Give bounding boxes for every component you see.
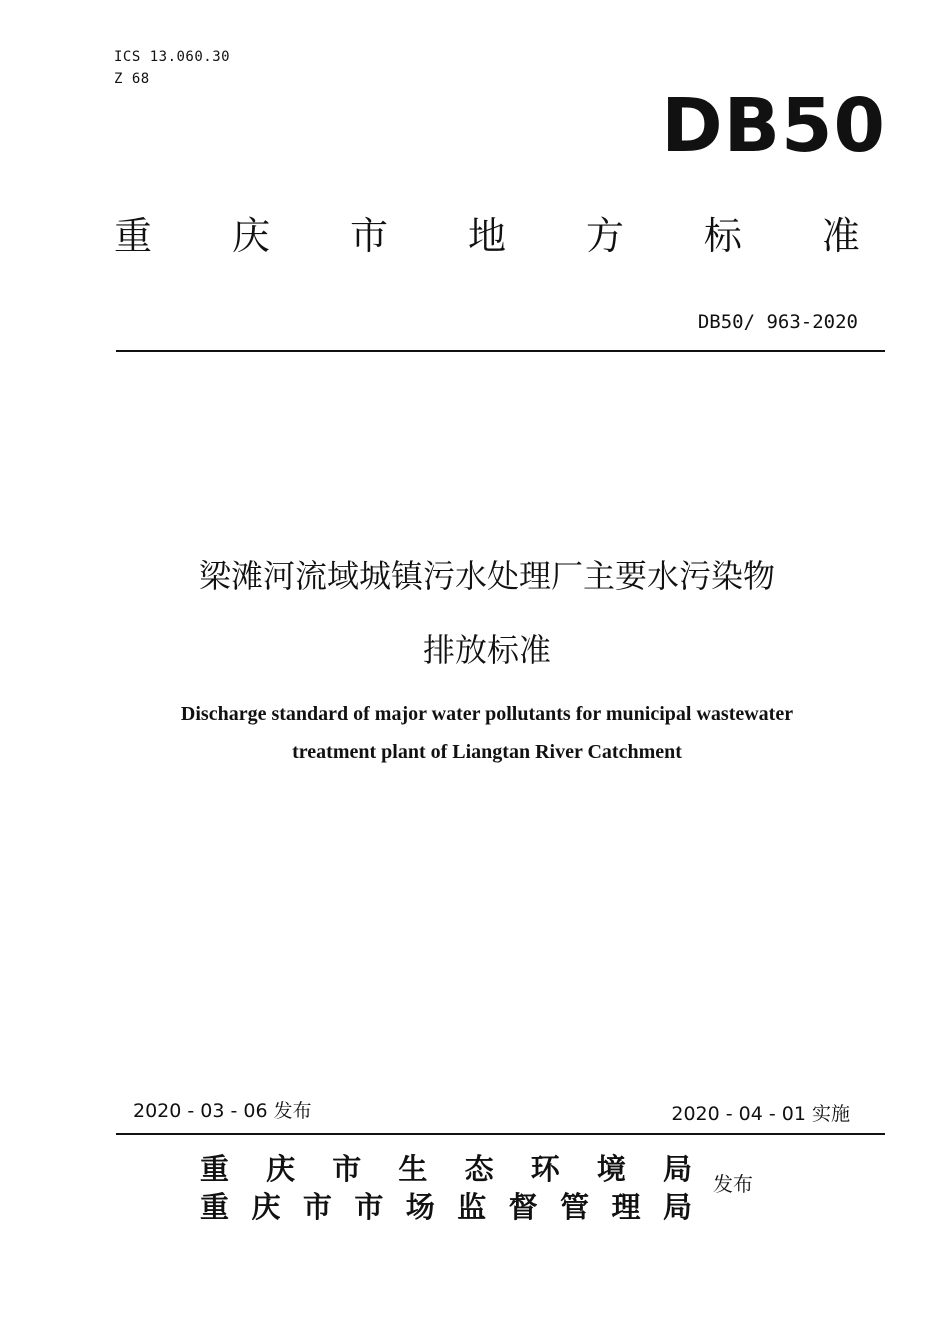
standard-type-char: 标 [703, 214, 742, 258]
title-chinese-line-2: 排放标准 [422, 631, 551, 669]
issue-date: 2020 - 03 - 06 发布 [133, 1100, 312, 1122]
issuer-char: 市 [302, 1190, 332, 1224]
issuer-char: 庆 [266, 1152, 296, 1186]
issuing-authorities [200, 1150, 692, 1226]
ics-code: ICS 13.060.30 [114, 49, 231, 65]
ccs-code: Z 68 [114, 71, 150, 87]
issuer-char: 局 [662, 1190, 692, 1224]
issuer-char: 重 [200, 1190, 230, 1224]
issuer-char: 市 [332, 1152, 362, 1186]
issuer-char: 境 [596, 1152, 626, 1186]
issue-label: 发布 [713, 1172, 753, 1196]
db-mark: DB50 [661, 83, 886, 169]
issuer-char: 市 [354, 1190, 384, 1224]
standard-type-char: 地 [467, 214, 506, 258]
issuer-char: 重 [200, 1152, 230, 1186]
standard-type-char: 市 [349, 214, 388, 258]
bottom-divider [116, 1133, 885, 1135]
title-english-line-1: Discharge standard of major water pollutants for municipal wastewater [180, 703, 794, 725]
issuer-char: 监 [457, 1190, 487, 1224]
issuer-char: 态 [464, 1152, 494, 1186]
issuer-market-regulation-bureau [200, 1188, 692, 1226]
issuer-char: 局 [662, 1152, 692, 1186]
standard-number: DB50/ 963-2020 [697, 311, 858, 333]
issuer-char: 场 [405, 1190, 435, 1224]
title-english-line-2: treatment plant of Liangtan River Catchment [292, 741, 682, 763]
standard-type-char: 庆 [231, 214, 270, 258]
issuer-char: 管 [560, 1190, 590, 1224]
standard-type-char: 准 [821, 214, 860, 258]
issuer-char: 庆 [251, 1190, 281, 1224]
top-divider [116, 350, 885, 352]
issuer-char: 生 [398, 1152, 428, 1186]
issuer-char: 环 [530, 1152, 560, 1186]
title-chinese-line-1: 梁滩河流域城镇污水处理厂主要水污染物 [198, 557, 775, 595]
standard-type-char: 重 [114, 214, 153, 258]
standard-type-char: 方 [585, 214, 624, 258]
classification-codes [114, 46, 230, 90]
issuer-char: 理 [611, 1190, 641, 1224]
implementation-date: 2020 - 04 - 01 实施 [671, 1103, 850, 1125]
issuer-ecology-environment-bureau [200, 1150, 692, 1188]
issuer-char: 督 [508, 1190, 538, 1224]
standard-type [114, 212, 860, 260]
